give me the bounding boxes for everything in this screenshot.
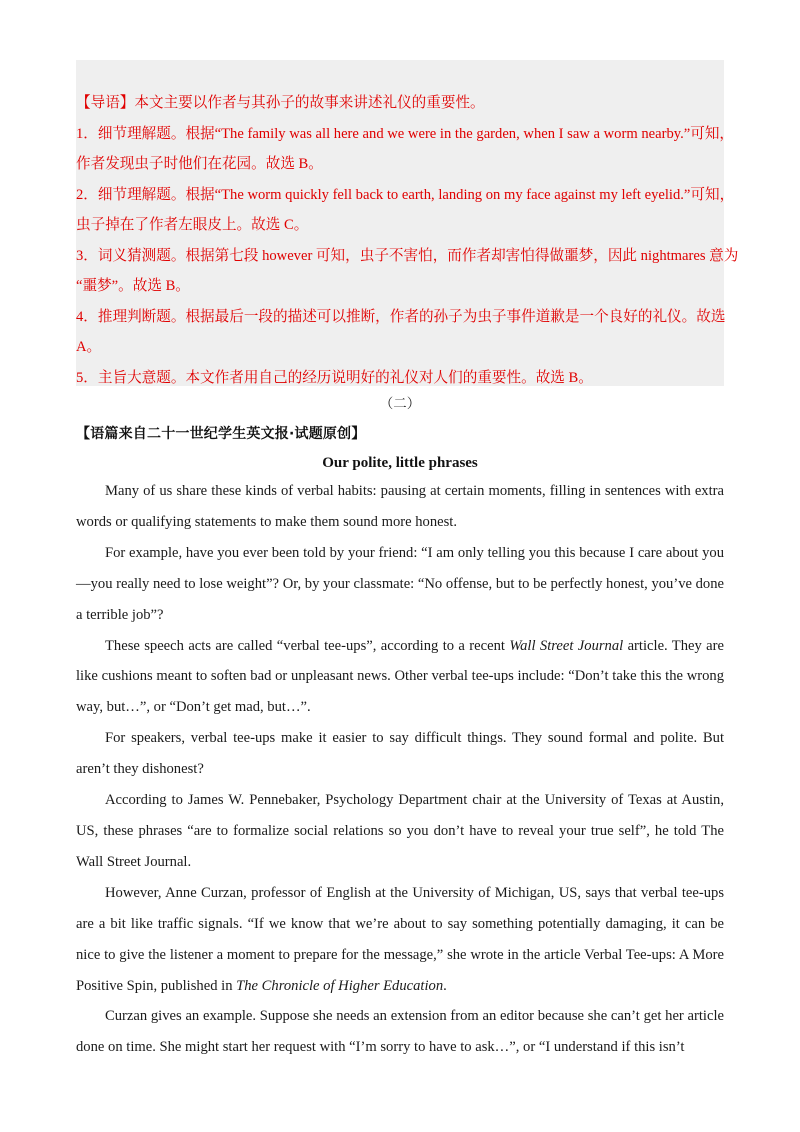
answer-line-q1a: 1．细节理解题。根据“The family was all here and we were in the garden, when I saw a worm nearby.”可知， bbox=[76, 125, 735, 142]
paragraph-7: Curzan gives an example. Suppose she needs an extension from an editor because she can’t get her article done on time. She might start her request with “I’m sorry to have to ask…”, or “I understand if this isn’t bbox=[76, 1008, 724, 1056]
paragraph-1: Many of us share these kinds of verbal habits: pausing at certain moments, filling in sentences with extra words or qualifying statements to make them sound more honest. bbox=[76, 483, 724, 530]
publication-name-wsj: Wall Street Journal bbox=[509, 637, 624, 654]
paragraph-5: According to James W. Pennebaker, Psychology Department chair at the University of Texas at Austin, US, these phrases “are to formalize social relations so you don’t have to reveal your true self”, he told The Wall Street Journal. bbox=[76, 792, 724, 870]
answer-line-q2b: 虫子掉在了作者左眼皮上。故选 C。 bbox=[76, 217, 309, 233]
answer-line-q5: 5．主旨大意题。本文作者用自己的经历说明好的礼仪对人们的重要性。故选 B。 bbox=[76, 369, 593, 386]
answer-line-q3a: 3．词义猜测题。根据第七段 however 可知，虫子不害怕，而作者却害怕得做噩梦，因此 nightmares 意为 bbox=[76, 247, 739, 264]
paragraph-4: For speakers, verbal tee-ups make it easier to say difficult things. They sound formal and polite. But aren’t they dishonest? bbox=[76, 730, 724, 778]
paragraph-6-part-a: However, Anne Curzan, professor of English at the University of Michigan, US, says that verbal tee-ups are a bit like traffic signals. “If we know that we’re about to say something potentially damaging, it can be nice to give the listener a moment to prepare for the message,” she wrote in the article Verbal Tee-ups: A More Positive Spin, published in bbox=[76, 884, 724, 994]
passage-source: 【语篇来自二十一世纪学生英文报·试题原创】 bbox=[76, 426, 366, 442]
answer-line-intro: 【导语】本文主要以作者与其孙子的故事来讲述礼仪的重要性。 bbox=[76, 95, 485, 111]
answer-line-q4a: 4．推理判断题。根据最后一段的描述可以推断，作者的孙子为虫子事件道歉是一个良好的礼仪。故选 bbox=[76, 308, 726, 325]
answer-line-q2a: 2．细节理解题。根据“The worm quickly fell back to earth, landing on my face against my left eyelid.”可知， bbox=[76, 186, 735, 203]
paragraph-6-part-b: . bbox=[443, 977, 447, 994]
answer-explanation-box bbox=[76, 60, 739, 386]
answer-line-q4b: A。 bbox=[76, 339, 102, 355]
answer-line-q1b: 作者发现虫子时他们在花园。故选 B。 bbox=[76, 156, 323, 172]
article-body bbox=[76, 476, 724, 1063]
paragraph-3-part-b: article. They are like cushions meant to soften bad or unpleasant news. Other verbal tee-ups include: “Don’t take this the wrong way, but…”, or “Don’t get mad, but…”. bbox=[76, 637, 724, 716]
section-marker: （二） bbox=[379, 396, 421, 411]
publication-name-chronicle: The Chronicle of Higher Education bbox=[236, 977, 444, 994]
paragraph-2: For example, have you ever been told by your friend: “I am only telling you this because I care about you—you really need to lose weight”? Or, by your classmate: “No offense, but to be perfectly honest, you’ve done a terrible job”? bbox=[76, 544, 724, 623]
answer-line-q3b: “噩梦”。故选 B。 bbox=[76, 278, 190, 294]
article-title: Our polite, little phrases bbox=[322, 455, 478, 471]
paragraph-3 bbox=[76, 631, 724, 724]
paragraph-6 bbox=[76, 878, 724, 1002]
paragraph-3-part-a: These speech acts are called “verbal tee-ups”, according to a recent bbox=[105, 637, 510, 654]
